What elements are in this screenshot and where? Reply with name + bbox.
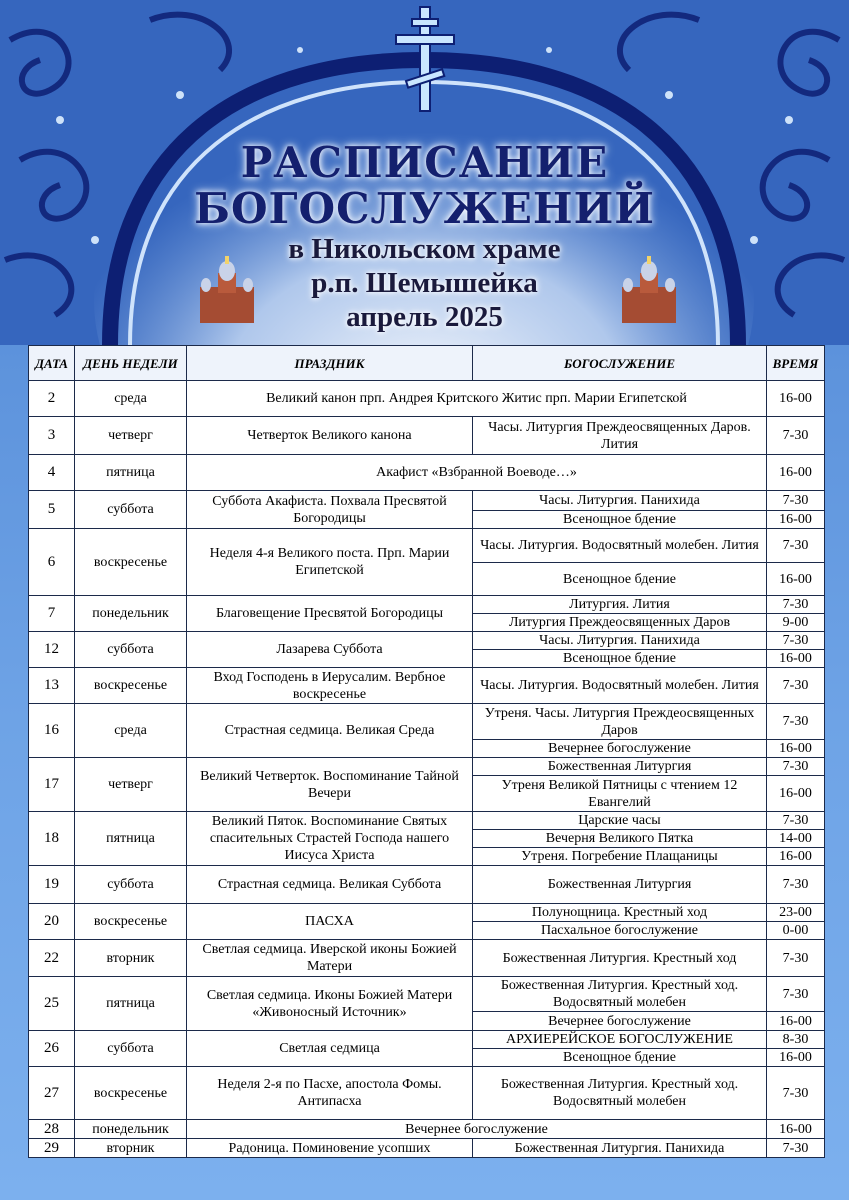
table-row	[29, 1120, 825, 1139]
cell-service: Литургия. Лития	[473, 596, 767, 614]
cell-time: 16-00	[767, 1049, 825, 1067]
cell-time: 7-30	[767, 632, 825, 650]
table-row	[29, 704, 825, 740]
cell-date: 27	[29, 1067, 75, 1120]
cell-service: Литургия Преждеосвященных Даров	[473, 614, 767, 632]
cell-service: Всенощное бдение	[473, 650, 767, 668]
cell-time: 16-00	[767, 740, 825, 758]
cell-time: 7-30	[767, 812, 825, 830]
cell-date: 29	[29, 1139, 75, 1158]
cell-date: 17	[29, 758, 75, 812]
cell-day: среда	[75, 704, 187, 758]
cell-time: 7-30	[767, 866, 825, 904]
table-row	[29, 904, 825, 922]
orthodox-cross-icon	[392, 5, 458, 115]
cell-service: АРХИЕРЕЙСКОЕ БОГОСЛУЖЕНИЕ	[473, 1031, 767, 1049]
cell-day: воскресенье	[75, 904, 187, 940]
title-line-2: БОГОСЛУЖЕНИЙ	[194, 184, 655, 233]
cell-day: четверг	[75, 758, 187, 812]
header-time: ВРЕМЯ	[767, 346, 825, 381]
cell-feast: Светлая седмица	[187, 1031, 473, 1067]
cell-feast: Неделя 4-я Великого поста. Прп. Марии Египетской	[187, 529, 473, 596]
subtitle-church: в Никольском храме	[288, 233, 561, 265]
cell-merged: Вечернее богослужение	[187, 1120, 767, 1139]
schedule-table	[28, 345, 825, 1158]
cell-service: Царские часы	[473, 812, 767, 830]
table-row	[29, 758, 825, 776]
cell-time: 16-00	[767, 776, 825, 812]
table-row	[29, 866, 825, 904]
header-feast: ПРАЗДНИК	[187, 346, 473, 381]
cell-day: вторник	[75, 940, 187, 977]
cell-feast: Лазарева Суббота	[187, 632, 473, 668]
cell-time: 7-30	[767, 1139, 825, 1158]
cell-time: 7-30	[767, 417, 825, 455]
cell-time: 14-00	[767, 830, 825, 848]
cell-day: вторник	[75, 1139, 187, 1158]
cell-service: Часы. Литургия. Водосвятный молебен. Лития	[473, 668, 767, 704]
cell-service: Всенощное бдение	[473, 563, 767, 596]
cell-date: 2	[29, 381, 75, 417]
cell-date: 5	[29, 491, 75, 529]
cell-date: 7	[29, 596, 75, 632]
subtitle-location: р.п. Шемышейка	[311, 267, 538, 299]
cell-time: 9-00	[767, 614, 825, 632]
cell-date: 12	[29, 632, 75, 668]
cell-day: суббота	[75, 632, 187, 668]
cell-feast: Суббота Акафиста. Похвала Пресвятой Богородицы	[187, 491, 473, 529]
cell-time: 16-00	[767, 563, 825, 596]
subtitle-month: апрель 2025	[346, 301, 503, 333]
cell-time: 7-30	[767, 758, 825, 776]
cell-service: Утреня Великой Пятницы с чтением 12 Евангелий	[473, 776, 767, 812]
cell-feast: Страстная седмица. Великая Среда	[187, 704, 473, 758]
cell-time: 7-30	[767, 529, 825, 563]
cell-time: 7-30	[767, 491, 825, 511]
cell-feast: Неделя 2-я по Пасхе, апостола Фомы. Антипасха	[187, 1067, 473, 1120]
cell-merged: Акафист «Взбранной Воеводе…»	[187, 455, 767, 491]
cell-service: Божественная Литургия	[473, 758, 767, 776]
cell-day: воскресенье	[75, 529, 187, 596]
cell-date: 25	[29, 977, 75, 1031]
header-day: ДЕНЬ НЕДЕЛИ	[75, 346, 187, 381]
cell-service: Часы. Литургия. Панихида	[473, 491, 767, 511]
cell-date: 6	[29, 529, 75, 596]
table-row	[29, 417, 825, 455]
cell-feast: Великий Пяток. Воспоминание Святых спасительных Страстей Господа нашего Иисуса Христа	[187, 812, 473, 866]
table-row	[29, 940, 825, 977]
cell-day: суббота	[75, 491, 187, 529]
cell-service: Вечернее богослужение	[473, 1012, 767, 1031]
table-row	[29, 529, 825, 563]
cell-time: 16-00	[767, 848, 825, 866]
title-line-1: РАСПИСАНИЕ	[240, 138, 609, 187]
cell-date: 19	[29, 866, 75, 904]
table-row	[29, 491, 825, 511]
cell-date: 26	[29, 1031, 75, 1067]
table-row	[29, 455, 825, 491]
cell-service: Божественная Литургия	[473, 866, 767, 904]
cell-service: Утреня. Погребение Плащаницы	[473, 848, 767, 866]
cell-date: 28	[29, 1120, 75, 1139]
schedule-body	[29, 381, 825, 1158]
cell-day: пятница	[75, 977, 187, 1031]
cell-time: 7-30	[767, 668, 825, 704]
cell-time: 8-30	[767, 1031, 825, 1049]
table-header-row	[29, 346, 825, 381]
cell-day: суббота	[75, 1031, 187, 1067]
cell-service: Часы. Литургия. Водосвятный молебен. Лития	[473, 529, 767, 563]
table-row	[29, 977, 825, 1012]
cell-time: 16-00	[767, 1120, 825, 1139]
table-row	[29, 1067, 825, 1120]
cell-service: Утреня. Часы. Литургия Преждеосвященных Даров	[473, 704, 767, 740]
table-row	[29, 596, 825, 614]
cell-day: среда	[75, 381, 187, 417]
cell-service: Вечернее богослужение	[473, 740, 767, 758]
cell-service: Божественная Литургия. Крестный ход. Водосвятный молебен	[473, 1067, 767, 1120]
cell-day: четверг	[75, 417, 187, 455]
cell-day: пятница	[75, 812, 187, 866]
table-row	[29, 632, 825, 650]
cell-date: 4	[29, 455, 75, 491]
cell-service: Часы. Литургия. Панихида	[473, 632, 767, 650]
cell-feast: Светлая седмица. Иконы Божией Матери «Живоносный Источник»	[187, 977, 473, 1031]
cell-feast: Четверток Великого канона	[187, 417, 473, 455]
cell-time: 16-00	[767, 511, 825, 529]
cell-date: 22	[29, 940, 75, 977]
table-row	[29, 668, 825, 704]
table-row	[29, 1031, 825, 1049]
cell-time: 7-30	[767, 940, 825, 977]
cell-feast: Благовещение Пресвятой Богородицы	[187, 596, 473, 632]
table-row	[29, 812, 825, 830]
cell-date: 18	[29, 812, 75, 866]
cell-service: Божественная Литургия. Крестный ход. Водосвятный молебен	[473, 977, 767, 1012]
cell-time: 16-00	[767, 1012, 825, 1031]
cell-service: Божественная Литургия. Крестный ход	[473, 940, 767, 977]
cell-day: воскресенье	[75, 668, 187, 704]
cell-date: 16	[29, 704, 75, 758]
cell-merged: Великий канон прп. Андрея Критского Житис прп. Марии Египетской	[187, 381, 767, 417]
title-block	[0, 140, 849, 334]
cell-feast: Вход Господень в Иерусалим. Вербное воскресенье	[187, 668, 473, 704]
cell-time: 16-00	[767, 455, 825, 491]
cell-service: Пасхальное богослужение	[473, 922, 767, 940]
cell-day: пятница	[75, 455, 187, 491]
cell-service: Божественная Литургия. Панихида	[473, 1139, 767, 1158]
cell-feast: Великий Четверток. Воспоминание Тайной Вечери	[187, 758, 473, 812]
cell-service: Вечерня Великого Пятка	[473, 830, 767, 848]
cell-time: 23-00	[767, 904, 825, 922]
table-row	[29, 1139, 825, 1158]
cell-day: понедельник	[75, 596, 187, 632]
cell-time: 0-00	[767, 922, 825, 940]
header-service: БОГОСЛУЖЕНИЕ	[473, 346, 767, 381]
cell-date: 13	[29, 668, 75, 704]
cell-date: 20	[29, 904, 75, 940]
cell-time: 7-30	[767, 704, 825, 740]
cell-feast: ПАСХА	[187, 904, 473, 940]
cell-time: 16-00	[767, 650, 825, 668]
cell-day: воскресенье	[75, 1067, 187, 1120]
cell-date: 3	[29, 417, 75, 455]
header-date: ДАТА	[29, 346, 75, 381]
cell-feast: Светлая седмица. Иверской иконы Божией Матери	[187, 940, 473, 977]
cell-service: Часы. Литургия Преждеосвященных Даров. Лития	[473, 417, 767, 455]
cell-time: 7-30	[767, 1067, 825, 1120]
cell-feast: Страстная седмица. Великая Суббота	[187, 866, 473, 904]
cell-day: суббота	[75, 866, 187, 904]
cell-service: Всенощное бдение	[473, 1049, 767, 1067]
cell-time: 7-30	[767, 977, 825, 1012]
cell-time: 7-30	[767, 596, 825, 614]
cell-time: 16-00	[767, 381, 825, 417]
cell-feast: Радоница. Поминовение усопших	[187, 1139, 473, 1158]
cell-day: понедельник	[75, 1120, 187, 1139]
table-row	[29, 381, 825, 417]
cell-service: Полунощница. Крестный ход	[473, 904, 767, 922]
cell-service: Всенощное бдение	[473, 511, 767, 529]
